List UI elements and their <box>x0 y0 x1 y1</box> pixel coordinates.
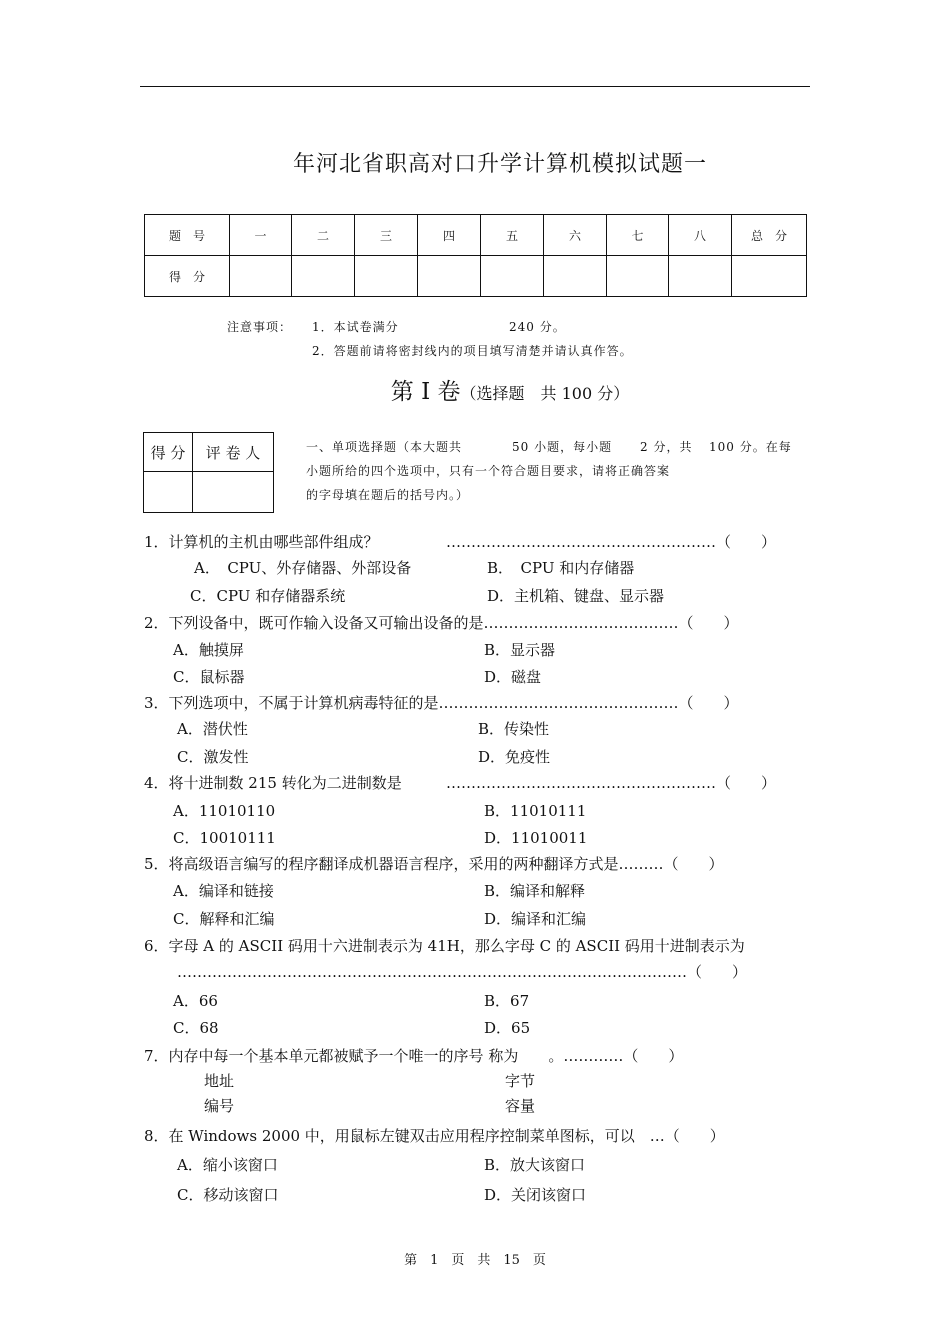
section-note-line1-count: 50 小题，每小题 <box>512 440 613 454</box>
option-b[interactable]: B．显示器 <box>484 641 556 659</box>
option-c[interactable]: C．解释和汇编 <box>173 910 275 928</box>
option-d[interactable]: D．磁盘 <box>484 668 542 686</box>
volume-title <box>0 373 950 406</box>
score-input-cell[interactable] <box>418 256 481 297</box>
option-b[interactable]: B． CPU 和内存储器 <box>487 559 635 577</box>
option-b[interactable]: B．11010111 <box>484 802 587 820</box>
option-a[interactable]: A．触摸屏 <box>173 641 244 659</box>
question-stem: 6．字母 A 的 ASCII 码用十六进制表示为 41H，那么字母 C 的 ASCII 码用十进制表示为 <box>144 937 745 955</box>
answer-blank[interactable]: …………………………………………………………………………………………（ ） <box>177 963 748 981</box>
option-c[interactable]: C．68 <box>173 1019 219 1037</box>
score-table <box>144 214 807 297</box>
option-b[interactable]: B．编译和解释 <box>484 882 586 900</box>
question-stem: 7．内存中每一个基本单元都被赋予一个唯一的序号 称为 。…………（ ） <box>144 1047 684 1065</box>
option-b[interactable]: B．67 <box>484 992 530 1010</box>
answer-blank[interactable]: ………………………………………………（ ） <box>446 533 777 551</box>
option-a[interactable]: A．缩小该窗口 <box>177 1156 278 1174</box>
section-note-line1-total: 100 分。在每 <box>709 440 792 454</box>
option-a[interactable]: A．66 <box>173 992 218 1010</box>
instructions-line1: 1．本试卷满分 <box>312 320 477 334</box>
option-d[interactable]: D．关闭该窗口 <box>484 1186 587 1204</box>
score-table-cell: 三 <box>355 215 418 256</box>
score-input-cell[interactable] <box>732 256 807 297</box>
question-stem: 8．在 Windows 2000 中，用鼠标左键双击应用程序控制菜单图标，可以 …（ ） <box>144 1127 725 1145</box>
option-b[interactable]: B．放大该窗口 <box>484 1156 586 1174</box>
question-stem: 5．将高级语言编写的程序翻译成机器语言程序，采用的两种翻译方式是………（ ） <box>144 855 724 873</box>
score-input-cell[interactable] <box>481 256 544 297</box>
page-footer: 第 1 页 共 15 页 <box>404 1253 546 1268</box>
option-d[interactable]: D．65 <box>484 1019 531 1037</box>
instructions-line1-score: 240 分。 <box>509 320 566 334</box>
score-input-cell[interactable] <box>355 256 418 297</box>
section-note-line1-points: 2 分，共 <box>640 440 693 454</box>
grader-name-cell[interactable] <box>193 472 274 513</box>
grader-score-label: 得 分 <box>144 433 193 472</box>
score-table-cell: 题 号 <box>145 215 230 256</box>
option-d[interactable]: D．免疫性 <box>478 748 551 766</box>
score-input-cell[interactable] <box>292 256 355 297</box>
volume-title-main: 第 I 卷 <box>390 379 461 405</box>
score-input-cell[interactable] <box>230 256 292 297</box>
volume-title-sub: （选择题 共 100 分） <box>460 384 630 403</box>
score-table-cell: 四 <box>418 215 481 256</box>
option-d[interactable]: D．主机箱、键盘、显示器 <box>487 587 665 605</box>
option-c[interactable]: C．移动该窗口 <box>177 1186 279 1204</box>
grader-table <box>143 432 274 513</box>
option-c[interactable]: C．激发性 <box>177 748 249 766</box>
option-b[interactable]: 字节 <box>505 1072 536 1090</box>
option-a[interactable]: A．潜伏性 <box>177 720 248 738</box>
option-a[interactable]: A．编译和链接 <box>173 882 274 900</box>
option-a[interactable]: A．11010110 <box>173 802 276 820</box>
instructions-label: 注意事项： <box>227 320 293 334</box>
header-rule <box>140 86 810 87</box>
score-table-cell: 总 分 <box>732 215 807 256</box>
score-table-cell: 五 <box>481 215 544 256</box>
option-a[interactable]: A． CPU、外存储器、外部设备 <box>194 559 412 577</box>
instructions-line2: 2．答题前请将密封线内的项目填写清楚并请认真作答。 <box>312 344 633 358</box>
option-d[interactable]: D．编译和汇编 <box>484 910 587 928</box>
option-d[interactable]: D．11010011 <box>484 829 588 847</box>
option-c[interactable]: C．鼠标器 <box>173 668 245 686</box>
score-table-header-row <box>145 215 807 256</box>
option-a[interactable]: 地址 <box>204 1072 235 1090</box>
question-stem: 4．将十进制数 215 转化为二进制数是 <box>144 774 402 792</box>
score-table-cell: 得 分 <box>145 256 230 297</box>
section-note-line1: 一、单项选择题（本大题共 <box>306 440 463 454</box>
option-d[interactable]: 容量 <box>505 1097 536 1115</box>
score-table-cell: 二 <box>292 215 355 256</box>
answer-blank[interactable]: ………………………………………………（ ） <box>446 774 777 792</box>
grader-score-cell[interactable] <box>144 472 193 513</box>
question-stem: 2．下列设备中，既可作输入设备又可输出设备的是…………………………………（ ） <box>144 614 739 632</box>
question-stem: 3．下列选项中，不属于计算机病毒特征的是…………………………………………（ ） <box>144 694 739 712</box>
score-table-cell: 六 <box>544 215 607 256</box>
score-table-cell: 八 <box>669 215 732 256</box>
option-b[interactable]: B．传染性 <box>478 720 550 738</box>
option-c[interactable]: C．10010111 <box>173 829 276 847</box>
section-note-line2: 小题所给的四个选项中，只有一个符合题目要求，请将正确答案 <box>306 464 671 478</box>
question-stem: 1．计算机的主机由哪些部件组成？ <box>144 533 379 551</box>
score-table-cell: 七 <box>607 215 669 256</box>
page-title: 年河北省职高对口升学计算机模拟试题一 <box>292 152 707 177</box>
section-note-line3: 的字母填在题后的括号内。） <box>306 488 470 502</box>
score-input-cell[interactable] <box>607 256 669 297</box>
option-c[interactable]: C．CPU 和存储器系统 <box>190 587 346 605</box>
grader-name-label: 评 卷 人 <box>193 433 274 472</box>
score-input-cell[interactable] <box>669 256 732 297</box>
score-table-score-row <box>145 256 807 297</box>
option-c[interactable]: 编号 <box>204 1097 235 1115</box>
score-input-cell[interactable] <box>544 256 607 297</box>
score-table-cell: 一 <box>230 215 292 256</box>
